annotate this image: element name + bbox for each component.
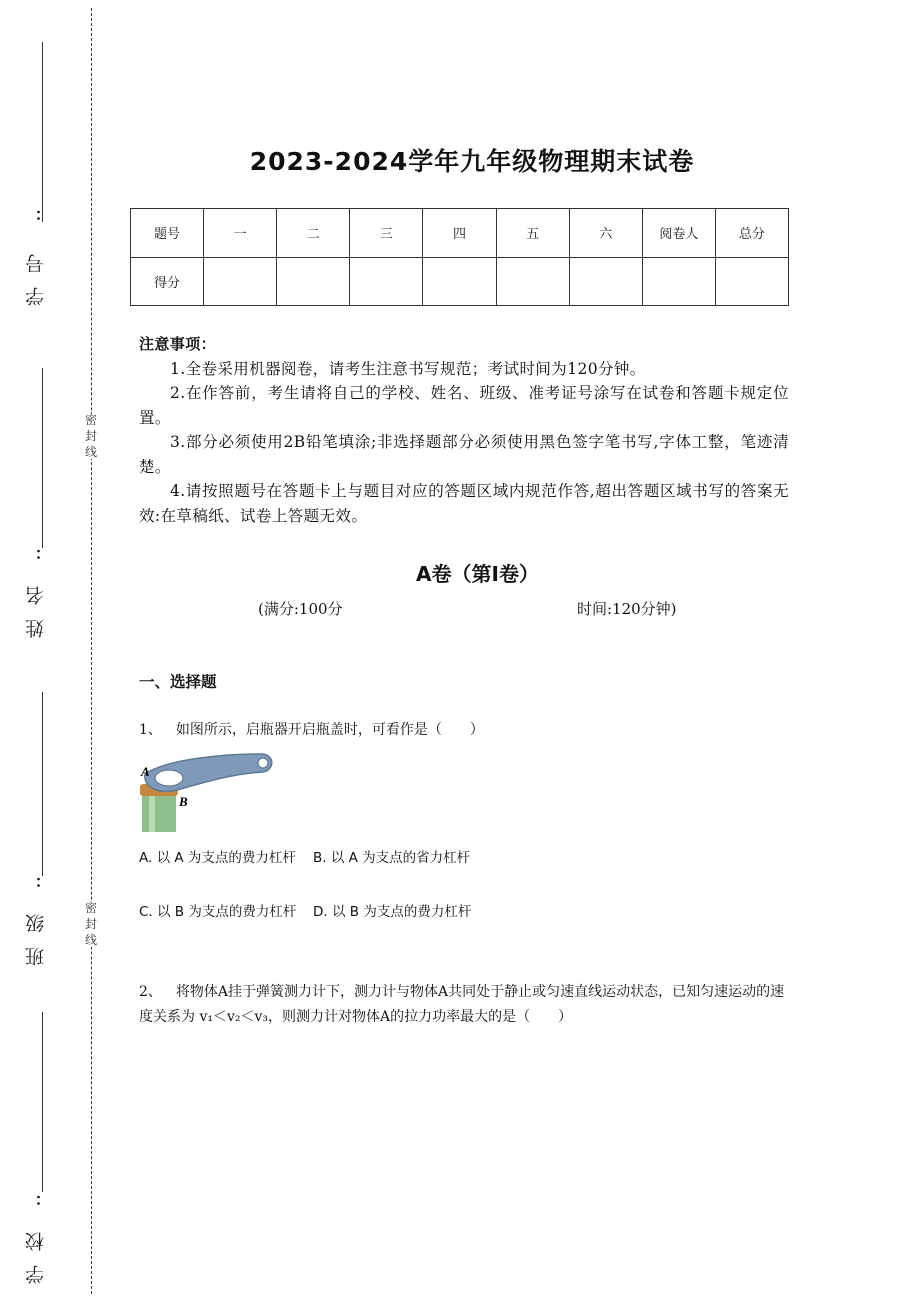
- table-cell: 题号: [131, 209, 204, 258]
- bottle-opener-figure: [139, 748, 279, 834]
- class-label: 班级: [25, 900, 47, 966]
- notice-item: 2.在作答前，考生请将自己的学校、姓名、班级、准考证号涂写在试卷和答题卡规定位置。: [139, 384, 789, 427]
- question-number: 2、: [139, 984, 162, 1000]
- table-cell: 得分: [131, 257, 204, 306]
- school-colon: ：: [34, 1190, 53, 1206]
- notice-block: [139, 332, 789, 528]
- question-text: 如图所示，启瓶器开启瓶盖时，可看作是（ ）: [175, 722, 484, 738]
- name-label: 姓名: [25, 572, 47, 638]
- score-table-score-row: [131, 257, 789, 306]
- score-cell[interactable]: [569, 257, 642, 306]
- name-colon: ：: [34, 544, 53, 560]
- bottle-highlight: [149, 794, 155, 832]
- table-cell: 二: [277, 209, 350, 258]
- table-cell: 一: [204, 209, 277, 258]
- student-id-colon: ：: [34, 205, 53, 221]
- point-b-label: B: [179, 794, 188, 809]
- binding-dashed-line: [91, 8, 92, 1294]
- score-cell[interactable]: [423, 257, 496, 306]
- score-table-header-row: [131, 209, 789, 258]
- table-cell: 五: [496, 209, 569, 258]
- score-cell[interactable]: [277, 257, 350, 306]
- school-label: 学校: [25, 1218, 47, 1284]
- score-cell[interactable]: [642, 257, 715, 306]
- student-id-line: [42, 42, 43, 222]
- notice-item: 1.全卷采用机器阅卷，请考生注意书写规范；考试时间为120分钟。: [170, 359, 646, 378]
- school-line: [42, 1012, 43, 1192]
- table-cell: 阅卷人: [642, 209, 715, 258]
- score-table: [130, 208, 789, 306]
- seal-line-mark-upper: 密 封 线: [84, 413, 97, 459]
- point-a-label: A: [141, 764, 150, 779]
- option-b[interactable]: B. 以 A 为支点的省力杠杆: [313, 850, 471, 866]
- score-cell[interactable]: [350, 257, 423, 306]
- score-cell[interactable]: [496, 257, 569, 306]
- class-line: [42, 692, 43, 876]
- bottle-neck: [142, 794, 176, 832]
- opener-hook-hole: [155, 770, 183, 786]
- option-c[interactable]: C. 以 B 为支点的费力杠杆: [139, 904, 297, 920]
- question-text: 将物体A挂于弹簧测力计下，测力计与物体A共同处于静止或匀速直线运动状态，已知匀速运动的速度关系为 v₁＜v₂＜v₃，则测力计对物体A的拉力功率最大的是（ ）: [139, 984, 785, 1025]
- table-cell: 四: [423, 209, 496, 258]
- score-cell[interactable]: [204, 257, 277, 306]
- table-cell: 六: [569, 209, 642, 258]
- question-1: [139, 718, 789, 743]
- time-limit: 时间:120分钟): [577, 600, 677, 618]
- class-colon: ：: [34, 872, 53, 888]
- student-id-label: 学号: [25, 240, 47, 306]
- exam-title: 2023-2024学年九年级物理期末试卷: [249, 147, 695, 176]
- notice-item: 4.请按照题号在答题卡上与题目对应的答题区域内规范作答,超出答题区域书写的答案无效:在草稿纸、试卷上答题无效。: [139, 482, 789, 525]
- seal-line-mark-lower: 密 封 线: [84, 901, 97, 947]
- question-2: [139, 980, 789, 1030]
- table-cell: 总分: [715, 209, 788, 258]
- part-title: A卷（第I卷）: [416, 562, 539, 586]
- option-d[interactable]: D. 以 B 为支点的费力杠杆: [313, 904, 472, 920]
- section-heading: 一、选择题: [139, 673, 217, 691]
- name-line: [42, 368, 43, 548]
- opener-end-hole: [258, 758, 268, 768]
- option-a[interactable]: A. 以 A 为支点的费力杠杆: [139, 850, 296, 866]
- notice-heading: 注意事项：: [139, 335, 217, 353]
- score-cell[interactable]: [715, 257, 788, 306]
- table-cell: 三: [350, 209, 423, 258]
- question-number: 1、: [139, 722, 162, 738]
- notice-item: 3.部分必须使用2B铅笔填涂;非选择题部分必须使用黑色签字笔书写,字体工整，笔迹清楚。: [139, 433, 789, 476]
- full-score: (满分:100分: [258, 600, 343, 618]
